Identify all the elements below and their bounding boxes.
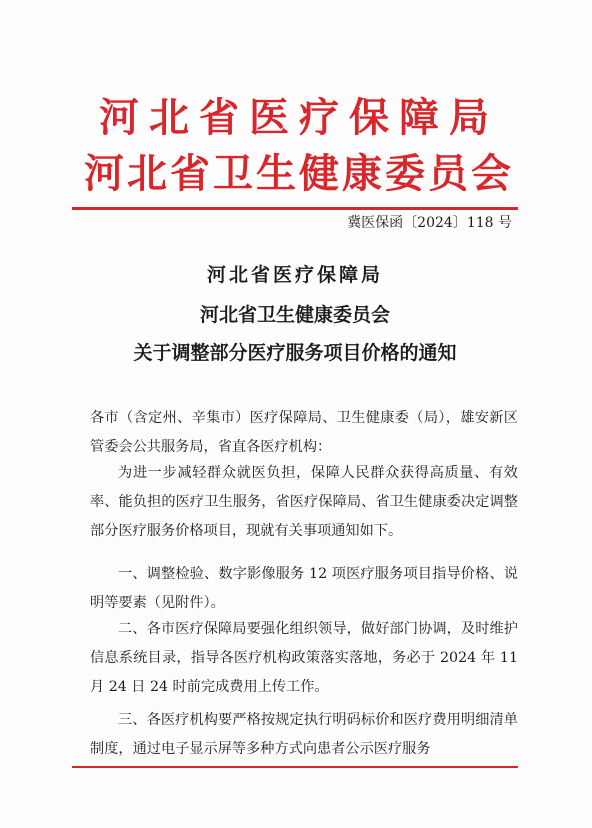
issuer-header-line-1: 河北省医疗保障局 bbox=[99, 94, 499, 141]
issuer-header-line-2: 河北省卫生健康委员会 bbox=[84, 150, 514, 197]
header-red-divider bbox=[72, 207, 518, 210]
salutation-paragraph bbox=[90, 404, 518, 462]
title-line-2: 河北省卫生健康委员会 bbox=[199, 304, 390, 326]
footer-red-divider bbox=[72, 766, 518, 768]
salutation-text: 各市（含定州、辛集市）医疗保障局、卫生健康委（局），雄安新区管委会公共服务局，省直各医疗机构： bbox=[90, 410, 518, 455]
paragraph-text: 一、调整检验、数字影像服务 12 项医疗服务项目指导价格、说明等要素（见附件）。 bbox=[90, 566, 518, 611]
paragraph-text: 为进一步减轻群众就医负担，保障人民群众获得高质量、有效率、能负担的医疗卫生服务，省医疗保障局、省卫生健康委决定调整部分医疗服务价格项目，现就有关事项通知如下。 bbox=[90, 465, 518, 539]
title-line-3: 关于调整部分医疗服务项目价格的通知 bbox=[133, 342, 457, 364]
title-line-1: 河北省医疗保障局 bbox=[206, 264, 383, 286]
document-number: 冀医保函〔2024〕118 号 bbox=[347, 215, 512, 231]
paragraph-text: 二、各市医疗保障局要强化组织领导，做好部门协调，及时维护信息系统目录，指导各医疗机构政策落实落地，务必于 2024 年 11 月 24 日 24 时前完成费用上传工作。 bbox=[90, 621, 518, 695]
body-paragraph-3 bbox=[90, 615, 518, 702]
body-paragraph-4 bbox=[90, 706, 518, 764]
paragraph-text: 三、各医疗机构要严格按规定执行明码标价和医疗费用明细清单制度，通过电子显示屏等多种方式向患者公示医疗服务 bbox=[90, 712, 518, 757]
body-paragraph-2 bbox=[90, 560, 518, 618]
body-paragraph-1 bbox=[90, 459, 518, 546]
